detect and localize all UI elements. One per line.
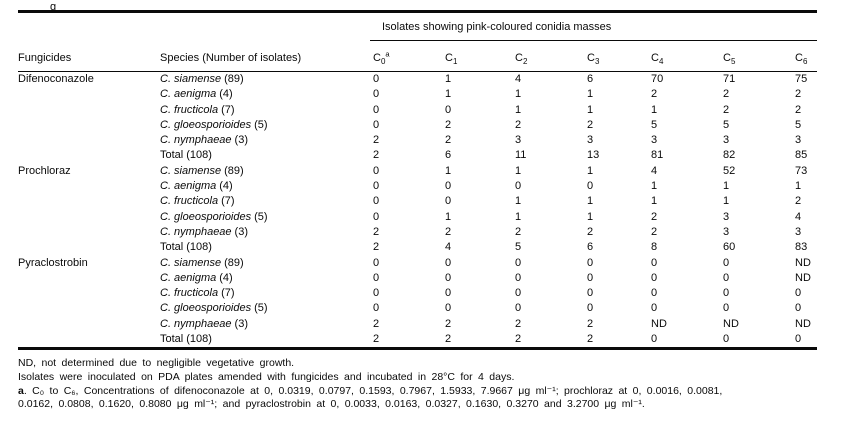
value-cell-c1: 0 bbox=[445, 180, 452, 193]
value-cell-c6: 0 bbox=[795, 287, 802, 300]
value-cell-c2: 0 bbox=[515, 180, 522, 193]
isolate-count: (108) bbox=[186, 149, 212, 162]
value-cell-c3: 1 bbox=[587, 164, 594, 177]
value-cell-c1: 1 bbox=[445, 164, 452, 177]
isolate-count: (89) bbox=[224, 73, 244, 85]
value-cell-c0: 0 bbox=[373, 256, 380, 269]
conc-label-base: C bbox=[795, 52, 803, 64]
value-cell-c1: 2 bbox=[445, 134, 452, 147]
value-cell-c4: 0 bbox=[651, 302, 658, 315]
footnote-marker-a: a bbox=[18, 384, 24, 397]
species-cell bbox=[160, 194, 370, 209]
table-row bbox=[18, 194, 817, 209]
conc-label-subscript: 6 bbox=[802, 57, 808, 67]
value-cell-c3: 0 bbox=[587, 287, 594, 300]
value-cell-c6: 1 bbox=[795, 180, 802, 193]
caption-fragment: g bbox=[50, 1, 57, 13]
value-cell-c2: 5 bbox=[515, 241, 522, 254]
value-cell-c5: 1 bbox=[723, 195, 730, 208]
species-name: C. aenigma bbox=[160, 271, 217, 284]
value-cell-c1: 1 bbox=[445, 73, 452, 85]
column-header-row bbox=[18, 41, 817, 72]
fungicide-cell bbox=[18, 332, 160, 349]
fungicide-conidia-table bbox=[18, 1, 817, 350]
fungicide-cell bbox=[18, 118, 160, 133]
value-cell-c3: 2 bbox=[587, 118, 594, 131]
value-cell-c1: 0 bbox=[445, 287, 452, 300]
isolate-count: (4) bbox=[219, 271, 233, 284]
isolate-count: (4) bbox=[219, 88, 233, 101]
isolate-count: (108) bbox=[186, 333, 212, 346]
species-cell bbox=[160, 179, 370, 194]
value-cell-c0: 0 bbox=[373, 164, 380, 177]
isolate-count: (5) bbox=[254, 302, 268, 315]
value-cell-c4: 0 bbox=[651, 333, 658, 346]
value-cell-c2: 3 bbox=[515, 134, 522, 147]
isolate-count: (3) bbox=[234, 134, 248, 147]
table-row bbox=[18, 332, 817, 349]
value-cell-c1: 0 bbox=[445, 271, 452, 284]
isolate-count: (5) bbox=[254, 210, 268, 223]
value-cell-c4: 2 bbox=[651, 88, 658, 101]
value-cell-c6: 2 bbox=[795, 195, 802, 208]
value-cell-c5: 5 bbox=[723, 118, 730, 131]
value-cell-c3: 0 bbox=[587, 271, 594, 284]
species-cell bbox=[160, 240, 370, 255]
value-cell-c2: 1 bbox=[515, 210, 522, 223]
species-cell bbox=[160, 332, 370, 349]
value-cell-c0: 2 bbox=[373, 134, 380, 147]
col-header-c3 bbox=[584, 41, 648, 72]
isolate-count: (7) bbox=[221, 103, 235, 116]
species-name: C. gloeosporioides bbox=[160, 302, 252, 315]
value-cell-c6: ND bbox=[795, 256, 811, 269]
value-cell-c5: 82 bbox=[723, 149, 736, 162]
value-cell-c4: 1 bbox=[651, 103, 658, 116]
value-cell-c2: 1 bbox=[515, 103, 522, 116]
table-row bbox=[18, 286, 817, 301]
fungicide-cell bbox=[18, 133, 160, 148]
value-cell-c3: 3 bbox=[587, 134, 594, 147]
value-cell-c6: 4 bbox=[795, 210, 802, 223]
value-cell-c6: 3 bbox=[795, 225, 802, 238]
value-cell-c3: 0 bbox=[587, 180, 594, 193]
empty-cell bbox=[160, 12, 370, 41]
value-cell-c5: 0 bbox=[723, 333, 730, 346]
value-cell-c2: 4 bbox=[515, 73, 522, 85]
species-name: C. nymphaeae bbox=[160, 317, 232, 330]
value-cell-c2: 1 bbox=[515, 164, 522, 177]
value-cell-c2: 0 bbox=[515, 271, 522, 284]
table-row bbox=[18, 179, 817, 194]
table-row bbox=[18, 133, 817, 148]
value-cell-c3: 1 bbox=[587, 210, 594, 223]
conc-label-subscript: 1 bbox=[452, 57, 458, 67]
species-name: C. fructicola bbox=[160, 287, 219, 300]
col-header-species: Species (Number of isolates) bbox=[160, 41, 370, 72]
value-cell-c6: 75 bbox=[795, 73, 808, 85]
value-cell-c0: 0 bbox=[373, 103, 380, 116]
value-cell-c5: 52 bbox=[723, 164, 736, 177]
species-cell bbox=[160, 118, 370, 133]
value-cell-c5: 1 bbox=[723, 180, 730, 193]
value-cell-c5: 71 bbox=[723, 73, 736, 85]
species-name: C. aenigma bbox=[160, 180, 217, 193]
value-cell-c0: 2 bbox=[373, 317, 380, 330]
fungicide-cell bbox=[18, 271, 160, 286]
species-cell bbox=[160, 72, 370, 88]
value-cell-c0: 2 bbox=[373, 149, 380, 162]
fungicide-cell: Prochloraz bbox=[18, 164, 71, 177]
fungicide-cell bbox=[18, 194, 160, 209]
species-name: C. aenigma bbox=[160, 88, 217, 101]
value-cell-c2: 1 bbox=[515, 195, 522, 208]
value-cell-c4: 1 bbox=[651, 180, 658, 193]
value-cell-c3: 6 bbox=[587, 241, 594, 254]
isolate-count: (108) bbox=[186, 241, 212, 254]
value-cell-c4: 0 bbox=[651, 271, 658, 284]
conc-label-subscript: 5 bbox=[730, 57, 736, 67]
value-cell-c5: ND bbox=[723, 317, 739, 330]
species-name: C. nymphaeae bbox=[160, 134, 232, 147]
conc-label-base: C bbox=[651, 52, 659, 64]
value-cell-c1: 2 bbox=[445, 333, 452, 346]
value-cell-c3: 2 bbox=[587, 317, 594, 330]
value-cell-c6: ND bbox=[795, 271, 811, 284]
value-cell-c1: 0 bbox=[445, 256, 452, 269]
value-cell-c5: 0 bbox=[723, 256, 730, 269]
species-name: Total bbox=[160, 149, 184, 162]
footnote-nd: ND, not determined due to negligible vegetative growth. bbox=[18, 357, 295, 370]
conc-label-subscript: 4 bbox=[658, 57, 664, 67]
fungicide-cell bbox=[18, 210, 160, 225]
conc-label-base: C bbox=[723, 52, 731, 64]
species-cell bbox=[160, 133, 370, 148]
value-cell-c2: 11 bbox=[515, 149, 527, 162]
value-cell-c5: 2 bbox=[723, 88, 730, 101]
table-row bbox=[18, 301, 817, 316]
col-header-fungicides: Fungicides bbox=[18, 41, 160, 72]
value-cell-c5: 3 bbox=[723, 134, 730, 147]
value-cell-c6: 73 bbox=[795, 164, 808, 177]
fungicide-cell bbox=[18, 87, 160, 102]
value-cell-c5: 60 bbox=[723, 241, 736, 254]
table-row bbox=[18, 87, 817, 102]
value-cell-c4: 70 bbox=[651, 73, 664, 85]
value-cell-c1: 1 bbox=[445, 210, 452, 223]
value-cell-c0: 0 bbox=[373, 302, 380, 315]
isolate-count: (89) bbox=[224, 164, 244, 177]
isolate-count: (3) bbox=[234, 225, 248, 238]
value-cell-c3: 1 bbox=[587, 195, 594, 208]
value-cell-c1: 1 bbox=[445, 88, 452, 101]
fungicide-cell bbox=[18, 179, 160, 194]
species-name: C. siamense bbox=[160, 256, 222, 269]
value-cell-c1: 0 bbox=[445, 302, 452, 315]
col-header-c1 bbox=[442, 41, 512, 72]
fungicide-cell: Difenoconazole bbox=[18, 73, 94, 85]
footnotes bbox=[18, 357, 830, 411]
value-cell-c2: 2 bbox=[515, 225, 522, 238]
species-name: Total bbox=[160, 241, 184, 254]
species-cell bbox=[160, 271, 370, 286]
value-cell-c6: 0 bbox=[795, 333, 802, 346]
value-cell-c0: 0 bbox=[373, 195, 380, 208]
species-name: C. siamense bbox=[160, 164, 222, 177]
value-cell-c2: 2 bbox=[515, 333, 522, 346]
col-header-c4 bbox=[648, 41, 720, 72]
value-cell-c1: 0 bbox=[445, 103, 452, 116]
value-cell-c0: 0 bbox=[373, 271, 380, 284]
species-cell bbox=[160, 286, 370, 301]
value-cell-c2: 2 bbox=[515, 317, 522, 330]
table-row bbox=[18, 271, 817, 286]
value-cell-c6: 2 bbox=[795, 103, 802, 116]
isolate-count: (4) bbox=[219, 180, 233, 193]
group-header-row bbox=[18, 12, 817, 41]
species-name: C. fructicola bbox=[160, 103, 219, 116]
table-row bbox=[18, 256, 817, 271]
conc-label-subscript: 3 bbox=[594, 57, 600, 67]
fungicide-cell bbox=[18, 103, 160, 118]
table-row bbox=[18, 317, 817, 332]
value-cell-c2: 0 bbox=[515, 302, 522, 315]
value-cell-c4: 8 bbox=[651, 241, 658, 254]
value-cell-c3: 1 bbox=[587, 88, 594, 101]
conc-label-base: C bbox=[515, 52, 523, 64]
value-cell-c4: 3 bbox=[651, 134, 658, 147]
fungicide-cell: Pyraclostrobin bbox=[18, 256, 88, 269]
isolate-count: (3) bbox=[234, 317, 248, 330]
species-cell bbox=[160, 317, 370, 332]
footnote-concentrations-text: . C₀ to C₆, Concentrations of difenoconazole at 0, 0.0319, 0.0797, 0.1593, 0.7967, 1.5933, 7.9667 μg ml⁻¹; prochloraz at 0, 0.0016, 0.0081, bbox=[23, 384, 723, 397]
table-row bbox=[18, 148, 817, 163]
value-cell-c3: 2 bbox=[587, 225, 594, 238]
value-cell-c6: 3 bbox=[795, 134, 802, 147]
value-cell-c0: 2 bbox=[373, 241, 380, 254]
value-cell-c6: 2 bbox=[795, 88, 802, 101]
value-cell-c5: 3 bbox=[723, 225, 730, 238]
species-cell bbox=[160, 103, 370, 118]
species-cell bbox=[160, 87, 370, 102]
table-row bbox=[18, 210, 817, 225]
footnote-concentrations-line2: 0.0162, 0.0808, 0.1620, 0.8080 μg ml⁻¹; and pyraclostrobin at 0, 0.0033, 0.0163, 0.0327, 0.1630, 0.3270 and 3.2700 μg ml⁻¹. bbox=[18, 398, 645, 411]
table-row bbox=[18, 118, 817, 133]
col-header-c2 bbox=[512, 41, 584, 72]
value-cell-c4: 1 bbox=[651, 195, 658, 208]
value-cell-c0: 0 bbox=[373, 180, 380, 193]
species-name: Total bbox=[160, 333, 184, 346]
isolate-count: (89) bbox=[224, 256, 244, 269]
isolate-count: (7) bbox=[221, 287, 235, 300]
species-cell bbox=[160, 210, 370, 225]
value-cell-c1: 2 bbox=[445, 225, 452, 238]
value-cell-c1: 6 bbox=[445, 149, 452, 162]
value-cell-c3: 2 bbox=[587, 333, 594, 346]
table-row bbox=[18, 225, 817, 240]
col-header-c5 bbox=[720, 41, 792, 72]
value-cell-c2: 0 bbox=[515, 287, 522, 300]
value-cell-c1: 2 bbox=[445, 118, 452, 131]
value-cell-c0: 2 bbox=[373, 225, 380, 238]
species-cell bbox=[160, 164, 370, 179]
table-row bbox=[18, 164, 817, 179]
footnote-concentrations-line1 bbox=[18, 385, 830, 399]
fungicide-cell bbox=[18, 148, 160, 163]
value-cell-c6: 83 bbox=[795, 241, 808, 254]
value-cell-c2: 1 bbox=[515, 88, 522, 101]
value-cell-c0: 0 bbox=[373, 210, 380, 223]
col-header-c0 bbox=[370, 41, 442, 72]
value-cell-c4: 0 bbox=[651, 256, 658, 269]
species-cell bbox=[160, 301, 370, 316]
fungicide-cell bbox=[18, 317, 160, 332]
value-cell-c4: 2 bbox=[651, 210, 658, 223]
value-cell-c1: 4 bbox=[445, 241, 452, 254]
table-row bbox=[18, 72, 817, 88]
value-cell-c2: 0 bbox=[515, 256, 522, 269]
value-cell-c0: 0 bbox=[373, 73, 380, 85]
value-cell-c5: 0 bbox=[723, 287, 730, 300]
conc-label-base: C bbox=[445, 52, 453, 64]
species-name: C. siamense bbox=[160, 73, 222, 85]
table-row bbox=[18, 103, 817, 118]
value-cell-c6: 0 bbox=[795, 302, 802, 315]
value-cell-c6: ND bbox=[795, 317, 811, 330]
species-name: C. fructicola bbox=[160, 195, 219, 208]
value-cell-c4: 5 bbox=[651, 118, 658, 131]
value-cell-c0: 2 bbox=[373, 333, 380, 346]
value-cell-c0: 0 bbox=[373, 118, 380, 131]
value-cell-c3: 13 bbox=[587, 149, 600, 162]
species-name: C. gloeosporioides bbox=[160, 210, 252, 223]
value-cell-c4: 81 bbox=[651, 149, 664, 162]
fungicide-cell bbox=[18, 301, 160, 316]
value-cell-c2: 2 bbox=[515, 118, 522, 131]
table-row bbox=[18, 240, 817, 255]
value-cell-c5: 0 bbox=[723, 302, 730, 315]
value-cell-c4: 0 bbox=[651, 287, 658, 300]
value-cell-c5: 2 bbox=[723, 103, 730, 116]
species-cell bbox=[160, 225, 370, 240]
value-cell-c0: 0 bbox=[373, 88, 380, 101]
value-cell-c6: 5 bbox=[795, 118, 802, 131]
conc-label-base: C bbox=[587, 52, 595, 64]
species-name: C. gloeosporioides bbox=[160, 118, 252, 131]
value-cell-c4: 4 bbox=[651, 164, 658, 177]
value-cell-c5: 0 bbox=[723, 271, 730, 284]
conc-label-subscript: 2 bbox=[522, 57, 528, 67]
fungicide-cell bbox=[18, 225, 160, 240]
species-cell bbox=[160, 148, 370, 163]
empty-cell bbox=[18, 1, 160, 41]
value-cell-c0: 0 bbox=[373, 287, 380, 300]
value-cell-c4: 2 bbox=[651, 225, 658, 238]
value-cell-c3: 0 bbox=[587, 302, 594, 315]
species-cell bbox=[160, 256, 370, 271]
value-cell-c5: 3 bbox=[723, 210, 730, 223]
value-cell-c1: 2 bbox=[445, 317, 452, 330]
value-cell-c4: ND bbox=[651, 317, 667, 330]
group-header: Isolates showing pink-coloured conidia masses bbox=[370, 12, 817, 41]
conc-label-base: C bbox=[373, 52, 381, 64]
value-cell-c3: 0 bbox=[587, 256, 594, 269]
fungicide-cell bbox=[18, 240, 160, 255]
footnote-ref-superscript: a bbox=[385, 49, 390, 59]
isolate-count: (5) bbox=[254, 118, 268, 131]
value-cell-c3: 1 bbox=[587, 103, 594, 116]
value-cell-c1: 0 bbox=[445, 195, 452, 208]
conc-label-subscript: 0 bbox=[380, 57, 386, 67]
footnote-method: Isolates were inoculated on PDA plates amended with fungicides and incubated in 28°C for 4 days. bbox=[18, 370, 515, 383]
value-cell-c6: 85 bbox=[795, 149, 808, 162]
fungicide-cell bbox=[18, 286, 160, 301]
species-name: C. nymphaeae bbox=[160, 225, 232, 238]
isolate-count: (7) bbox=[221, 195, 235, 208]
col-header-c6 bbox=[792, 41, 817, 72]
value-cell-c3: 6 bbox=[587, 73, 594, 85]
